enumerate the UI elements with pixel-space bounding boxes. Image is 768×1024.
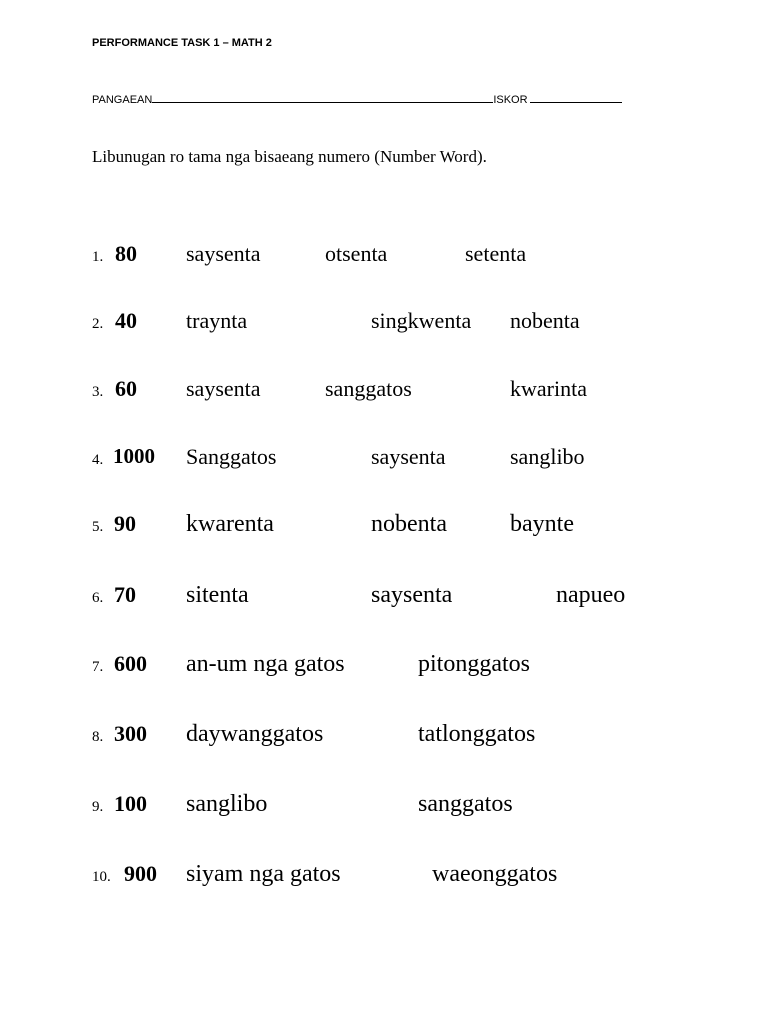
choice-option[interactable]: sanggatos [325,376,412,401]
name-score-line [92,92,622,106]
item-value: 70 [114,582,136,607]
choice-option[interactable]: siyam nga gatos [186,861,341,887]
choice-option[interactable]: an-um nga gatos [186,651,345,677]
choice-option[interactable]: pitonggatos [418,651,530,677]
choice-option[interactable]: nobenta [510,308,580,333]
choice-option[interactable]: nobenta [371,511,447,537]
choice-option[interactable]: traynta [186,308,248,333]
item-number: 9. [92,799,104,815]
item-number: 6. [92,590,104,606]
choice-option[interactable]: saysenta [186,241,261,266]
item-value: 80 [115,241,137,266]
item-value: 300 [114,721,147,746]
choice-option[interactable]: sanggatos [418,791,513,817]
score-label: ISKOR [493,94,528,106]
choice-option[interactable]: otsenta [325,241,388,266]
item-number: 8. [92,729,104,745]
choice-option[interactable]: singkwenta [371,308,472,333]
choice-option[interactable]: Sanggatos [186,444,277,469]
item-number: 7. [92,659,104,675]
item-value: 90 [114,511,136,536]
choice-option[interactable]: tatlonggatos [418,721,536,747]
item-value: 100 [114,791,147,816]
worksheet-title: PERFORMANCE TASK 1 – MATH 2 [92,37,272,49]
choice-option[interactable]: sanglibo [186,791,268,817]
item-number: 3. [92,384,104,400]
choice-option[interactable]: waeonggatos [432,861,558,887]
item-number: 1. [92,249,104,265]
choice-option[interactable]: setenta [465,241,527,266]
choice-option[interactable]: napueo [556,582,626,608]
item-number: 4. [92,452,104,468]
item-value: 900 [124,861,157,886]
item-value: 60 [115,376,137,401]
choice-option[interactable]: saysenta [371,582,453,608]
item-value: 40 [115,308,137,333]
choice-option[interactable]: sanglibo [510,444,585,469]
choice-option[interactable]: baynte [510,511,574,537]
score-blank[interactable] [530,92,622,103]
choice-option[interactable]: kwarenta [186,511,274,537]
choice-option[interactable]: daywanggatos [186,721,324,747]
item-number: 10. [92,869,111,885]
item-number: 5. [92,519,104,535]
choice-option[interactable]: kwarinta [510,376,587,401]
choice-option[interactable]: saysenta [371,444,446,469]
choice-option[interactable]: saysenta [186,376,261,401]
choice-option[interactable]: sitenta [186,582,249,608]
name-label: PANGAEAN [92,94,153,106]
item-number: 2. [92,316,104,332]
item-value: 1000 [113,444,155,468]
instructions: Libunugan ro tama nga bisaeang numero (Number Word). [92,147,487,166]
item-value: 600 [114,651,147,676]
name-blank[interactable] [152,92,493,103]
